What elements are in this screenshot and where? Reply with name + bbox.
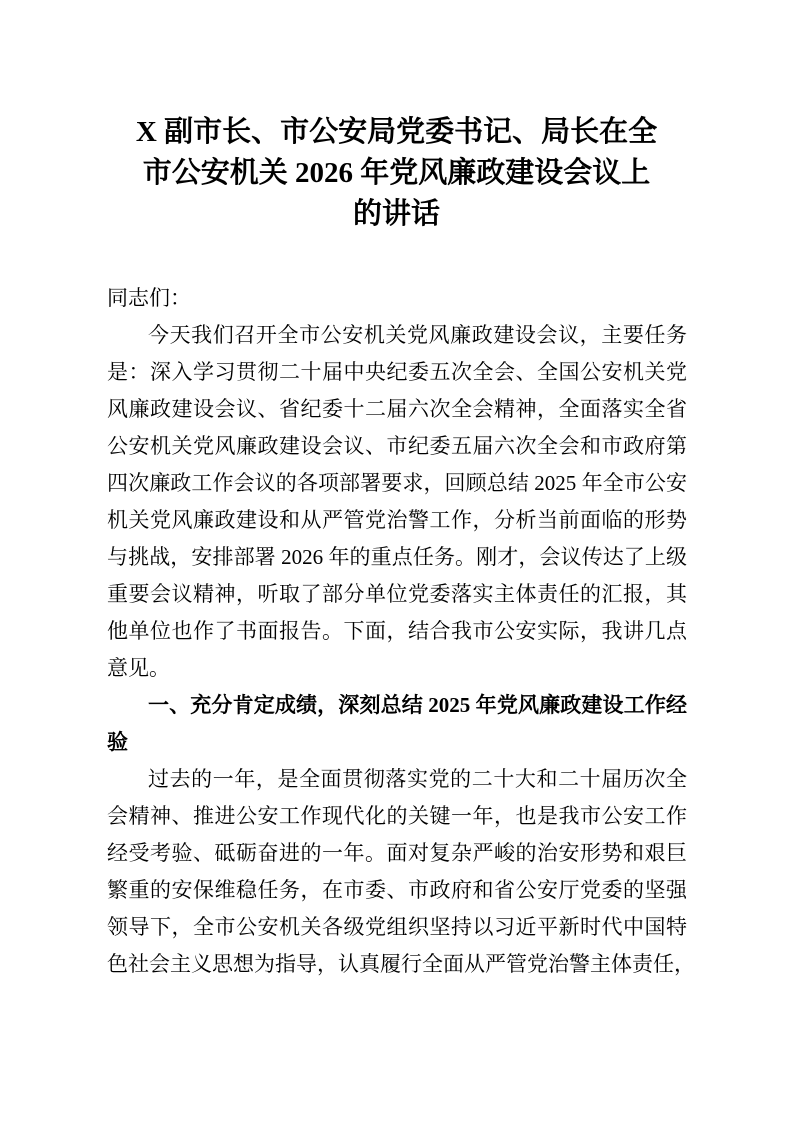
text-line: 今天我们召开全市公安机关党风廉政建设会议，主要任务 — [148, 323, 687, 347]
text-line: 他单位也作了书面报告。下面，结合我市公安实际，我讲几点 — [107, 619, 687, 643]
text-line: 意见。 — [107, 656, 170, 680]
text-line: 四次廉政工作会议的各项部署要求，回顾总结 2025 年全市公安 — [107, 471, 687, 495]
text-line: 公安机关党风廉政建设会议、市纪委五届六次全会和市政府第 — [107, 434, 687, 458]
heading-line: 验 — [107, 730, 128, 754]
text-line: 领导下，全市公安机关各级党组织坚持以习近平新时代中国特 — [107, 915, 687, 939]
text-line: 机关党风廉政建设和从严管党治警工作，分析当前面临的形势 — [107, 508, 687, 532]
document-body — [107, 280, 695, 983]
text-line: 风廉政建设会议、省纪委十二届六次全会精神，全面落实全省 — [107, 397, 687, 421]
document-title — [90, 112, 703, 235]
title-line: 的讲话 — [352, 198, 440, 230]
text-line: 会精神、推进公安工作现代化的关键一年，也是我市公安工作 — [107, 804, 687, 828]
salutation: 同志们： — [107, 286, 191, 310]
text-line: 与挑战，安排部署 2026 年的重点任务。刚才，会议传达了上级 — [107, 545, 687, 569]
text-line: 经受考验、砥砺奋进的一年。面对复杂严峻的治安形势和艰巨 — [107, 841, 687, 865]
section-heading-1 — [107, 687, 687, 761]
text-line: 繁重的安保维稳任务，在市委、市政府和省公安厅党委的坚强 — [107, 878, 687, 902]
title-line: 市公安机关 2026 年党风廉政建设会议上 — [142, 157, 651, 189]
title-line: X 副市长、市公安局党委书记、局长在全 — [135, 116, 658, 148]
paragraph-intro — [107, 317, 687, 687]
text-line: 是：深入学习贯彻二十届中央纪委五次全会、全国公安机关党 — [107, 360, 687, 384]
text-line: 色社会主义思想为指导，认真履行全面从严管党治警主体责任， — [107, 952, 695, 976]
text-line: 重要会议精神，听取了部分单位党委落实主体责任的汇报，其 — [107, 582, 687, 606]
paragraph-review — [107, 761, 695, 983]
text-line: 过去的一年，是全面贯彻落实党的二十大和二十届历次全 — [148, 767, 687, 791]
heading-line: 一、充分肯定成绩，深刻总结 2025 年党风廉政建设工作经 — [148, 693, 687, 717]
